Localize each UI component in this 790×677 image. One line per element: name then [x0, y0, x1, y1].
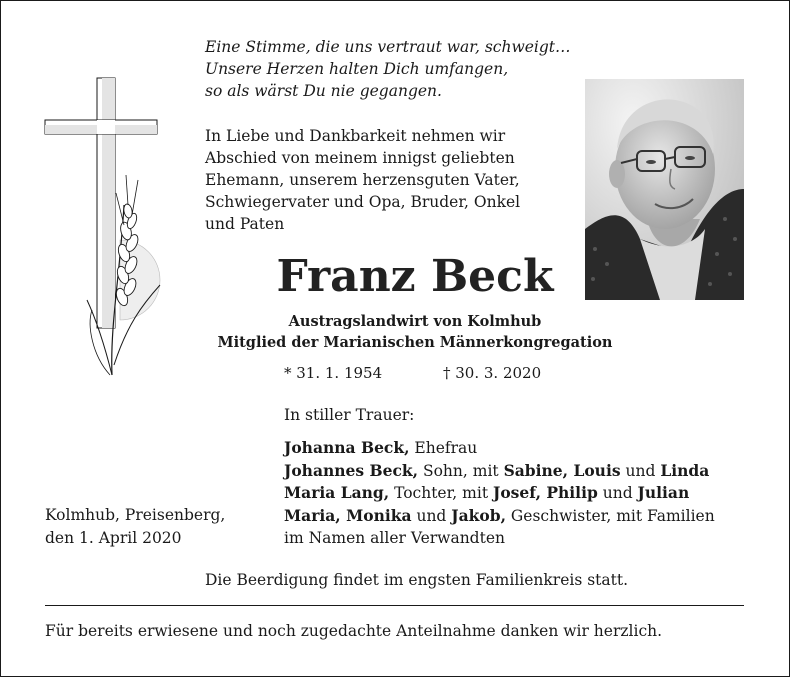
mourner-name: Jakob,	[451, 505, 506, 525]
mourner-relation: Geschwister, mit Familien	[505, 506, 715, 525]
thanks-note: Für bereits erwiesene und noch zugedachte Anteilnahme danken wir herzlich.	[45, 622, 663, 640]
intro-text	[205, 125, 520, 235]
mourner-name: Linda	[660, 460, 710, 480]
mourner-name: Julian	[637, 483, 690, 502]
mourner-relation: im Namen aller Verwandten	[284, 529, 505, 547]
intro-line: In Liebe und Dankbarkeit nehmen wir	[205, 127, 506, 145]
mourner-name: Johannes Beck,	[284, 460, 419, 480]
mourner-relation: und	[620, 461, 661, 480]
mourning-heading: In stiller Trauer:	[284, 406, 415, 424]
place-line: Kolmhub, Preisenberg,	[45, 506, 226, 524]
mourner-line	[284, 482, 764, 505]
place-date	[45, 504, 225, 549]
intro-line: Ehemann, unserem herzensguten Vater,	[205, 171, 520, 189]
deceased-name: Franz Beck	[276, 251, 554, 302]
cross-with-wheat-icon	[42, 75, 167, 380]
mourner-relation: Sohn, mit	[418, 461, 504, 480]
mourner-relation: und	[597, 484, 638, 502]
mourner-name: Sabine, Louis	[503, 460, 621, 480]
funeral-note: Die Beerdigung findet im engsten Familienkreis statt.	[205, 571, 629, 589]
mourner-name: Maria Lang,	[284, 483, 390, 502]
mourner-relation: Ehefrau	[409, 439, 478, 457]
date-line: den 1. April 2020	[45, 528, 182, 547]
intro-line: und Paten	[205, 215, 285, 233]
mourner-name: Johanna Beck,	[284, 438, 410, 457]
intro-line: Schwiegervater und Opa, Bruder, Onkel	[205, 193, 521, 211]
poem	[205, 36, 571, 102]
mourner-relation: Tochter, mit	[389, 484, 493, 502]
poem-line: Unsere Herzen halten Dich umfangen,	[205, 60, 509, 78]
mourner-line	[284, 527, 764, 550]
poem-line: so als wärst Du nie gegangen.	[205, 82, 442, 100]
mourners-list	[284, 437, 764, 550]
poem-line: Eine Stimme, die uns vertraut war, schweigt…	[205, 38, 571, 56]
birth-date: * 31. 1. 1954	[284, 364, 383, 382]
intro-line: Abschied von meinem innigst geliebten	[205, 149, 515, 167]
divider	[45, 605, 744, 606]
mourner-line	[284, 437, 764, 460]
title-line: Mitglied der Marianischen Männerkongregation	[217, 334, 613, 351]
mourner-line	[284, 460, 764, 483]
death-date: † 30. 3. 2020	[443, 364, 542, 382]
deceased-titles	[175, 311, 655, 353]
mourner-name: Maria, Monika	[284, 505, 412, 525]
title-line: Austragslandwirt von Kolmhub	[288, 313, 542, 330]
mourner-relation: und	[411, 506, 452, 525]
mourner-line	[284, 505, 764, 528]
mourner-name: Josef, Philip	[492, 483, 598, 502]
